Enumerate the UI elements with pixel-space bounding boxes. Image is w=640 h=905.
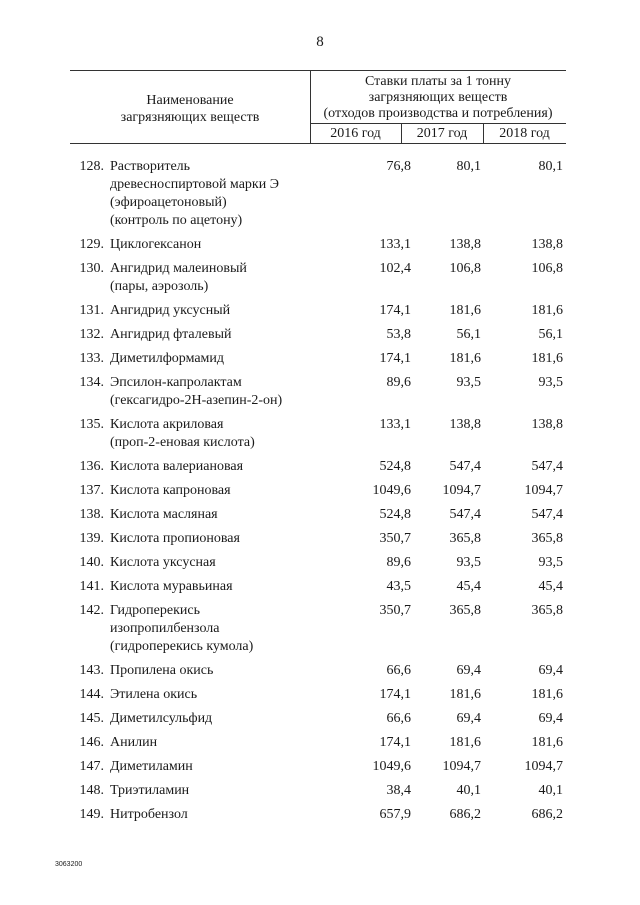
rate-2018: 106,8 <box>531 261 563 276</box>
substance-name: Эпсилон-капролактам (гексагидро-2Н-азепин-2-он) <box>110 375 283 408</box>
column-header-name: Наименование загрязняющих веществ <box>120 93 260 125</box>
substance-name: Диметилсульфид <box>110 711 213 726</box>
row-number: 146. <box>79 735 104 750</box>
row-number: 131. <box>79 303 104 318</box>
row-number: 148. <box>79 783 104 798</box>
rate-2016: 53,8 <box>386 327 411 342</box>
substance-name: Кислота валериановая <box>110 459 244 474</box>
rate-2018: 138,8 <box>531 417 563 432</box>
rate-2017: 45,4 <box>456 579 481 594</box>
table-row <box>70 260 566 296</box>
rate-2016: 133,1 <box>379 237 411 252</box>
row-number: 140. <box>79 555 104 570</box>
substance-name: Триэтиламин <box>110 783 190 798</box>
column-header-year: 2018 год <box>499 126 550 141</box>
rate-2017: 69,4 <box>456 663 481 678</box>
rate-2017: 138,8 <box>449 417 481 432</box>
rate-2017: 1094,7 <box>442 759 481 774</box>
rate-2016: 43,5 <box>386 579 411 594</box>
substance-name: Ангидрид уксусный <box>110 303 231 318</box>
rate-2017: 181,6 <box>449 687 481 702</box>
table-row <box>70 158 566 230</box>
row-number: 144. <box>79 687 104 702</box>
substance-name: Пропилена окись <box>110 663 214 678</box>
header-top-rule <box>70 70 566 71</box>
table-row <box>70 350 566 368</box>
rate-2016: 38,4 <box>386 783 411 798</box>
substance-name: Кислота пропионовая <box>110 531 240 546</box>
rate-2018: 181,6 <box>531 303 563 318</box>
row-number: 130. <box>79 261 104 276</box>
rate-2016: 89,6 <box>386 375 411 390</box>
rate-2018: 138,8 <box>531 237 563 252</box>
rate-2018: 181,6 <box>531 351 563 366</box>
substance-name: Кислота капроновая <box>110 483 231 498</box>
rate-2017: 181,6 <box>449 303 481 318</box>
rate-2017: 365,8 <box>449 603 481 618</box>
row-number: 132. <box>79 327 104 342</box>
rate-2018: 686,2 <box>531 807 563 822</box>
row-number: 138. <box>79 507 104 522</box>
substance-name: Циклогексанон <box>110 237 202 252</box>
table-row <box>70 554 566 572</box>
substance-name: Кислота масляная <box>110 507 218 522</box>
rate-2017: 1094,7 <box>442 483 481 498</box>
rate-2018: 56,1 <box>538 327 563 342</box>
table-header <box>70 70 566 144</box>
row-number: 139. <box>79 531 104 546</box>
row-number: 142. <box>79 603 104 618</box>
column-header-rates: Ставки платы за 1 тонну загрязняющих веществ (отходов производства и потребления) <box>323 74 553 121</box>
row-number: 133. <box>79 351 104 366</box>
rate-2016: 350,7 <box>379 603 411 618</box>
table-row <box>70 416 566 452</box>
rate-2018: 93,5 <box>538 555 563 570</box>
table-row <box>70 302 566 320</box>
rate-2018: 93,5 <box>538 375 563 390</box>
rate-2018: 547,4 <box>531 459 563 474</box>
rate-2017: 106,8 <box>449 261 481 276</box>
rate-2018: 69,4 <box>538 663 563 678</box>
substance-name: Гидроперекись изопропилбензола (гидроперекись кумола) <box>110 603 254 654</box>
rate-2018: 365,8 <box>531 531 563 546</box>
page-number: 8 <box>316 34 324 50</box>
rate-2018: 45,4 <box>538 579 563 594</box>
rate-2018: 1094,7 <box>524 483 563 498</box>
rate-2017: 686,2 <box>449 807 481 822</box>
header-year-rule <box>310 123 566 124</box>
substance-name: Ангидрид фталевый <box>110 327 232 342</box>
substance-name: Диметилформамид <box>110 351 225 366</box>
rate-2018: 1094,7 <box>524 759 563 774</box>
rate-2017: 80,1 <box>456 159 481 174</box>
substance-name: Анилин <box>110 735 158 750</box>
substance-name: Кислота муравьиная <box>110 579 233 594</box>
substance-name: Ангидрид малеиновый (пары, аэрозоль) <box>110 261 247 294</box>
rate-2018: 547,4 <box>531 507 563 522</box>
rate-2017: 69,4 <box>456 711 481 726</box>
row-number: 147. <box>79 759 104 774</box>
table-row <box>70 758 566 776</box>
rate-2017: 40,1 <box>456 783 481 798</box>
rate-2017: 547,4 <box>449 507 481 522</box>
rate-2018: 80,1 <box>538 159 563 174</box>
row-number: 135. <box>79 417 104 432</box>
row-number: 149. <box>79 807 104 822</box>
rate-2017: 365,8 <box>449 531 481 546</box>
rate-2016: 89,6 <box>386 555 411 570</box>
table-row <box>70 578 566 596</box>
substance-name: Диметиламин <box>110 759 193 774</box>
rate-2017: 138,8 <box>449 237 481 252</box>
table-row <box>70 686 566 704</box>
rate-2016: 102,4 <box>379 261 411 276</box>
substance-name: Кислота уксусная <box>110 555 216 570</box>
header-bottom-rule <box>70 143 566 144</box>
row-number: 141. <box>79 579 104 594</box>
table-row <box>70 782 566 800</box>
table-row <box>70 662 566 680</box>
rate-2016: 350,7 <box>379 531 411 546</box>
rate-2016: 1049,6 <box>372 759 411 774</box>
rate-2018: 181,6 <box>531 687 563 702</box>
rate-2016: 174,1 <box>379 351 411 366</box>
table-row <box>70 602 566 656</box>
row-number: 134. <box>79 375 104 390</box>
substance-name: Нитробензол <box>110 807 188 822</box>
rate-2016: 524,8 <box>379 507 411 522</box>
rate-2017: 93,5 <box>456 375 481 390</box>
table-row <box>70 482 566 500</box>
rate-2016: 524,8 <box>379 459 411 474</box>
rate-2017: 181,6 <box>449 351 481 366</box>
rate-2016: 76,8 <box>386 159 411 174</box>
row-number: 145. <box>79 711 104 726</box>
table-row <box>70 530 566 548</box>
table-row <box>70 236 566 254</box>
substance-name: Растворитель древесноспиртовой марки Э (эфироацетоновый) (контроль по ацетону) <box>110 159 279 228</box>
column-header-year: 2016 год <box>330 126 381 141</box>
rate-2018: 365,8 <box>531 603 563 618</box>
document-code: 3063200 <box>55 861 83 868</box>
rate-2017: 181,6 <box>449 735 481 750</box>
row-number: 128. <box>79 159 104 174</box>
substance-name: Этилена окись <box>110 687 198 702</box>
rate-2016: 66,6 <box>386 663 411 678</box>
table-body <box>70 158 566 830</box>
row-number: 129. <box>79 237 104 252</box>
table-row <box>70 326 566 344</box>
rate-2017: 93,5 <box>456 555 481 570</box>
row-number: 137. <box>79 483 104 498</box>
rate-2016: 66,6 <box>386 711 411 726</box>
row-number: 143. <box>79 663 104 678</box>
rate-2017: 56,1 <box>456 327 481 342</box>
table-row <box>70 710 566 728</box>
column-header-year: 2017 год <box>416 126 468 141</box>
rate-2016: 133,1 <box>379 417 411 432</box>
rate-2016: 174,1 <box>379 687 411 702</box>
rate-2016: 657,9 <box>379 807 411 822</box>
rate-2017: 547,4 <box>449 459 481 474</box>
row-number: 136. <box>79 459 104 474</box>
table-row <box>70 458 566 476</box>
rate-2016: 1049,6 <box>372 483 411 498</box>
substance-name: Кислота акриловая (проп-2-еновая кислота) <box>110 417 255 450</box>
table-row <box>70 734 566 752</box>
rate-2018: 181,6 <box>531 735 563 750</box>
rate-2016: 174,1 <box>379 303 411 318</box>
rate-2016: 174,1 <box>379 735 411 750</box>
table-row <box>70 374 566 410</box>
table-row <box>70 806 566 824</box>
rate-2018: 69,4 <box>538 711 563 726</box>
table-row <box>70 506 566 524</box>
rate-2018: 40,1 <box>538 783 563 798</box>
